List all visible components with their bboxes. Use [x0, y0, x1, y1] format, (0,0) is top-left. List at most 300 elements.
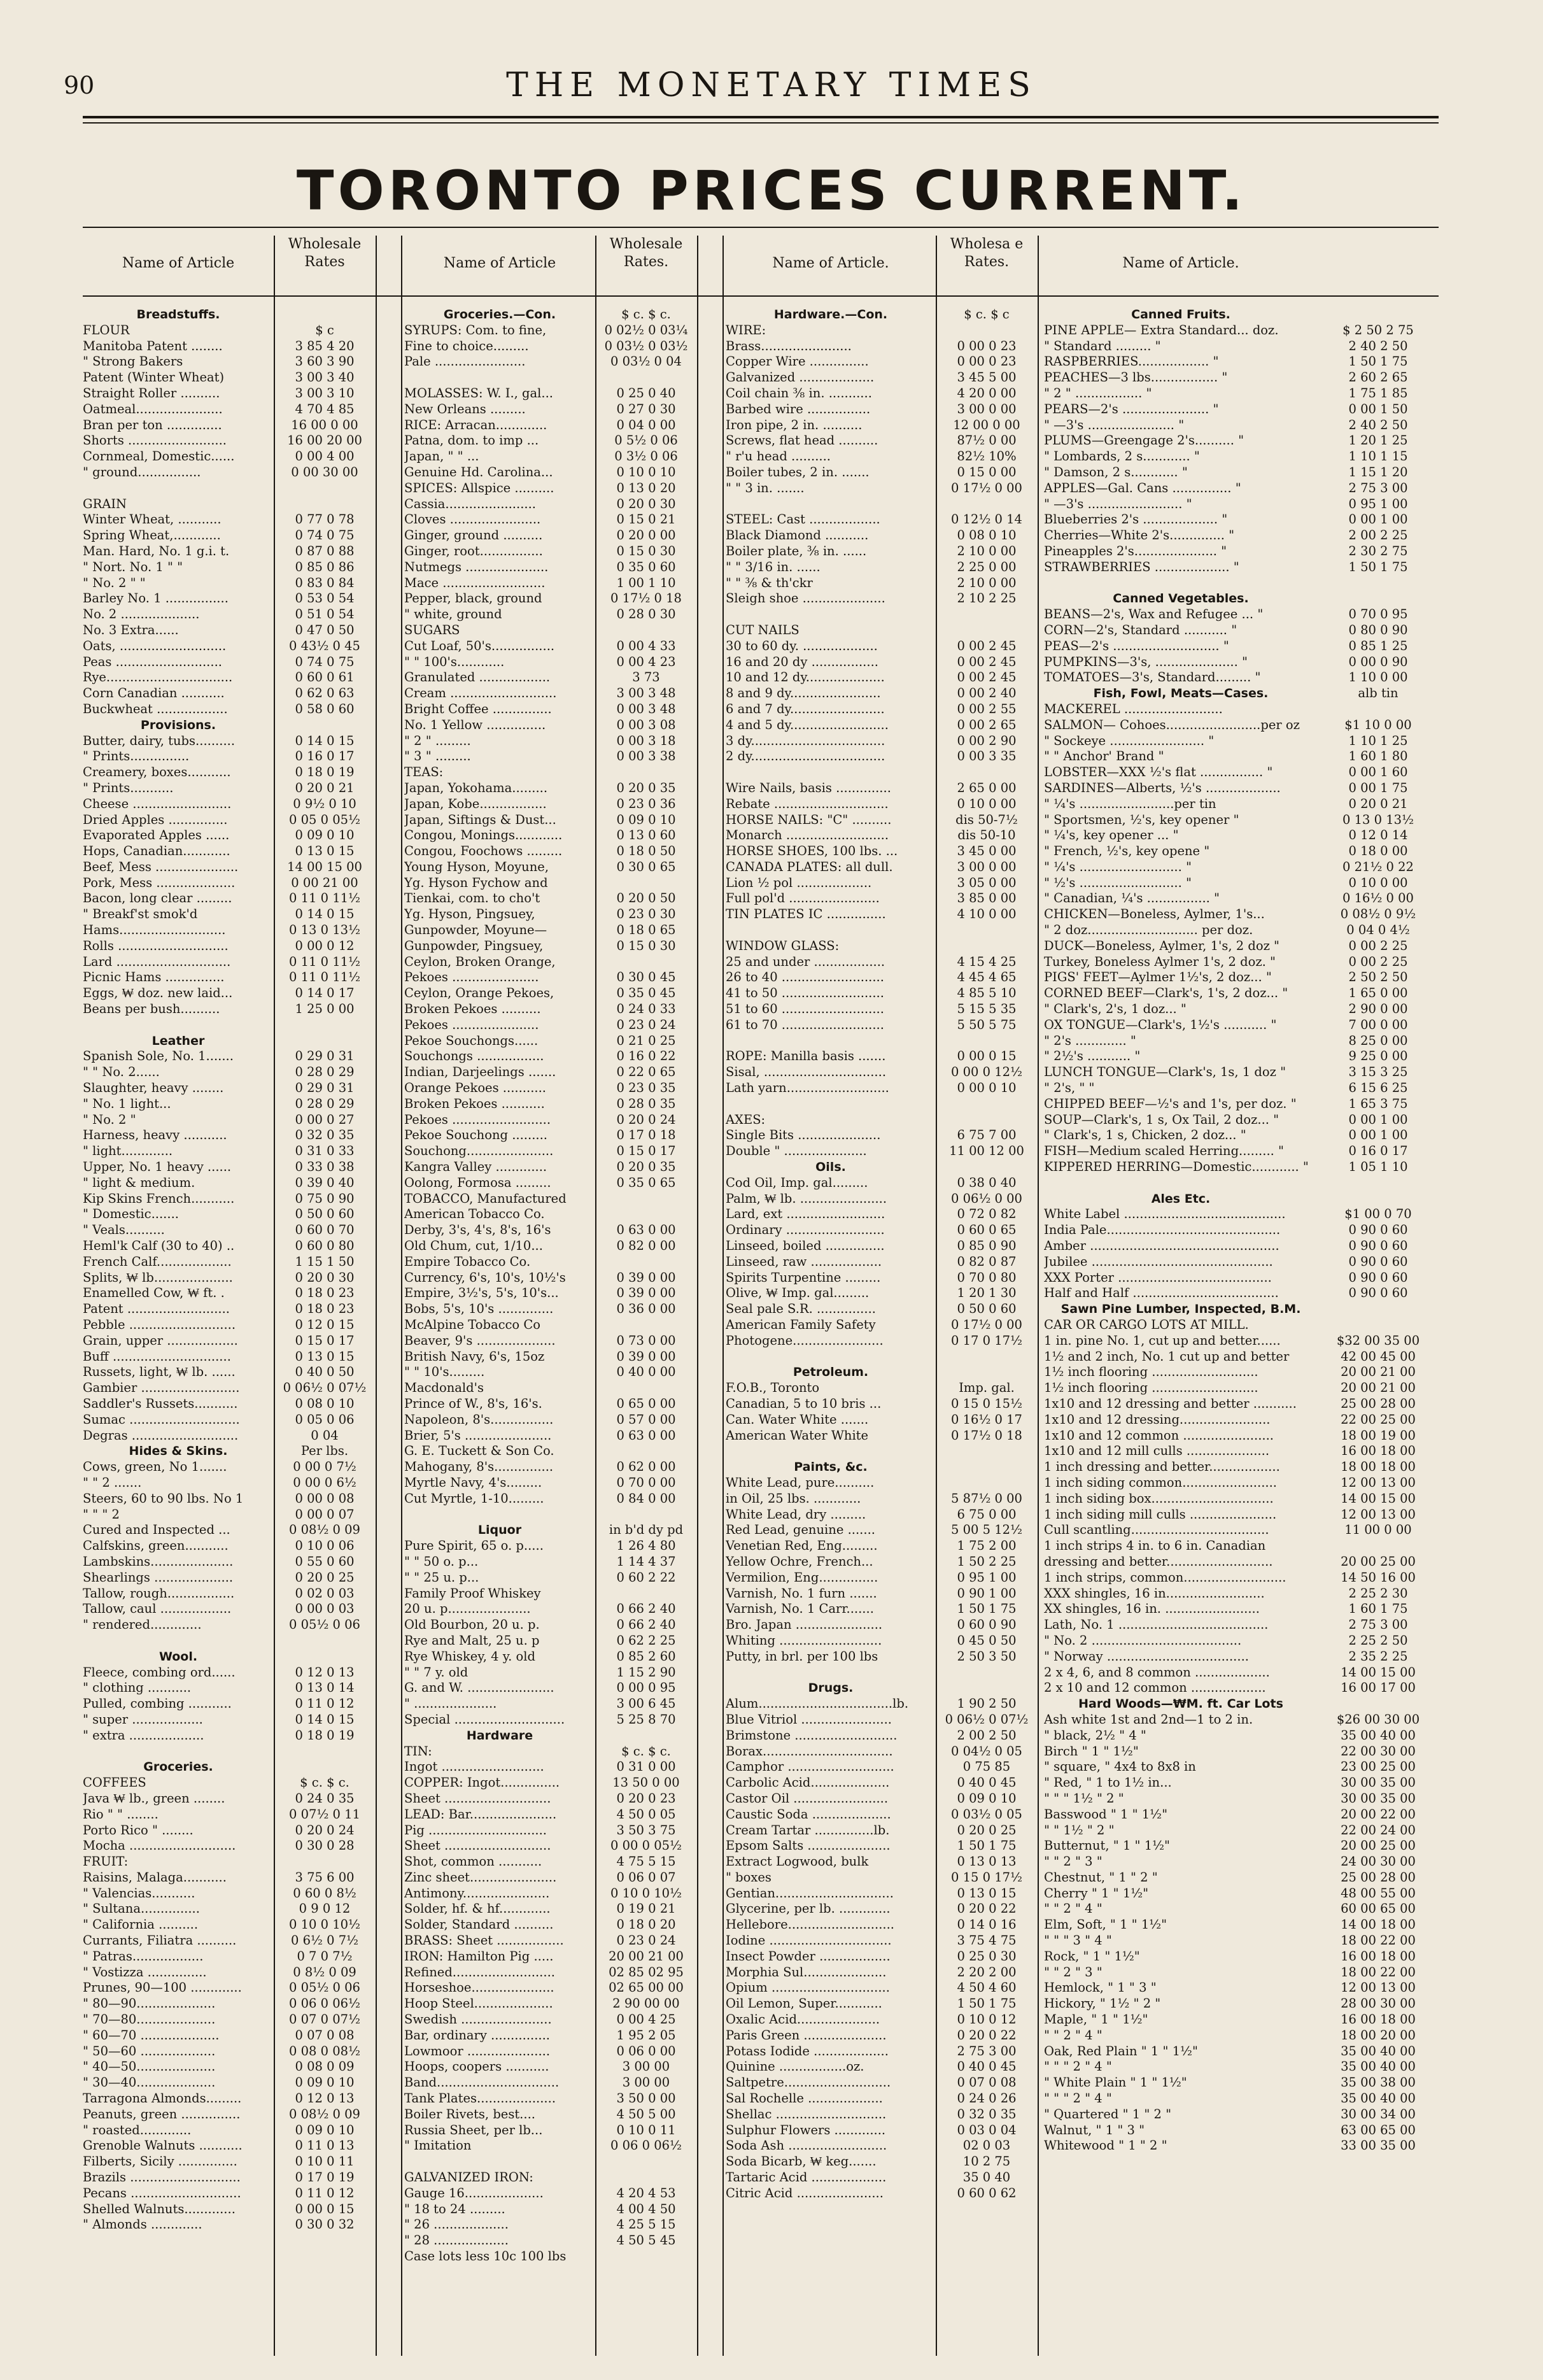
article-name: Ginger, ground ..........	[404, 528, 543, 543]
wholesale-rate	[274, 1854, 376, 1870]
wholesale-rate: 0 20 0 22	[957, 1901, 1017, 1916]
price-row	[726, 528, 1038, 544]
article-name: Opium ..............................	[726, 1980, 890, 1995]
spacer	[726, 765, 1038, 781]
wholesale-rate: 0 05 0 05½	[289, 812, 360, 827]
article-name: New Orleans .........	[404, 401, 526, 416]
price-row	[83, 2107, 376, 2123]
price-row	[1044, 2091, 1439, 2107]
price-row	[1044, 875, 1439, 891]
section-header	[726, 307, 1038, 323]
wholesale-rate: 0 00 1 00	[1348, 512, 1408, 527]
price-row	[1044, 1017, 1439, 1033]
wholesale-rate: 20 00 25 00	[1341, 1838, 1416, 1853]
wholesale-rate: 3 45 5 00	[957, 370, 1017, 385]
article-name: " super ..................	[83, 1711, 203, 1727]
article-name: Case lots less 10c 100 lbs	[404, 2249, 567, 2264]
article-name: PIGS' FEET—Aylmer 1½'s, 2 doz... "	[1044, 970, 1272, 985]
article-name: Cured and Inspected ...	[83, 1522, 230, 1538]
price-row	[83, 2202, 376, 2218]
wholesale-rate: 0 40 0 45	[957, 2059, 1017, 2074]
wholesale-rate: 14 50 16 00	[1341, 1569, 1416, 1585]
wholesale-rate: 0 58 0 60	[295, 701, 355, 716]
article-name: Soda Bicarb, ₩ keg.......	[726, 2154, 877, 2169]
article-name: CUT NAILS	[726, 622, 800, 637]
wholesale-rate: 0 18 0 23	[295, 1301, 355, 1317]
wholesale-rate	[595, 765, 697, 781]
wholesale-rate: 4 50 5 00	[616, 2106, 676, 2121]
price-row	[726, 2012, 1038, 2028]
price-row	[404, 954, 697, 970]
price-row	[1044, 1601, 1439, 1617]
article-name: " " ⅜ & th'ckr	[726, 575, 813, 590]
price-row	[83, 418, 376, 434]
article-name: Raisins, Malaga...........	[83, 1869, 227, 1885]
article-name: Sheet ...........................	[404, 1790, 551, 1806]
wholesale-rate: 3 45 0 00	[957, 844, 1017, 859]
wholesale-rate: 0 00 3 38	[616, 749, 676, 764]
wholesale-rate: 1 15 1 20	[1348, 464, 1408, 479]
section-header	[726, 1364, 1038, 1380]
price-row	[83, 1696, 376, 1712]
wholesale-rate: 0 18 0 23	[295, 1286, 355, 1301]
wholesale-rate: 0 12 0 13	[295, 2091, 355, 2106]
price-row	[1044, 1364, 1439, 1380]
wholesale-rate: 14 00 15 00	[287, 859, 362, 874]
wholesale-rate: $ c	[315, 322, 334, 337]
wholesale-rate: 30 00 34 00	[1341, 2106, 1416, 2121]
wholesale-rate: $1 10 0 00	[1344, 717, 1412, 732]
article-name: Java ₩ lb., green ........	[83, 1790, 225, 1806]
price-row	[404, 1649, 697, 1665]
section-title: Hardware.—Con.	[773, 308, 888, 322]
price-row	[83, 2170, 376, 2186]
price-row	[1044, 1144, 1439, 1159]
article-name: F.O.B., Toronto	[726, 1380, 820, 1396]
price-row	[1044, 844, 1439, 860]
wholesale-rate: 16 00 18 00	[1341, 1443, 1416, 1459]
column-header-name: Name of Article.	[772, 255, 889, 271]
price-row	[404, 354, 697, 370]
article-name: Brazils ............................	[83, 2170, 241, 2185]
article-name: Pekoes .........................	[404, 1112, 551, 1127]
wholesale-rate: 0 03½ 0 05	[951, 1806, 1022, 1822]
price-row	[83, 449, 376, 465]
price-row	[726, 1554, 1038, 1570]
article-name: " Nort. No. 1 " "	[83, 559, 183, 574]
wholesale-rate	[274, 1033, 376, 1049]
price-row	[726, 954, 1038, 970]
article-name: Boiler tubes, 2 in. .......	[726, 464, 870, 479]
article-name: TIN:	[404, 1743, 432, 1759]
price-row	[83, 781, 376, 797]
price-row	[83, 1980, 376, 1996]
wholesale-rate: 0 17½ 0 00	[951, 480, 1022, 495]
wholesale-rate: 0 06 0 06½	[610, 2138, 682, 2153]
wholesale-rate: 2 50 3 50	[957, 1648, 1017, 1664]
wholesale-rate: 0 13 0 15	[295, 844, 355, 859]
article-name: Monarch ..........................	[726, 828, 889, 843]
wholesale-rate: 4 20 0 00	[957, 385, 1017, 400]
article-name: Tallow, caul ..................	[83, 1601, 232, 1617]
column-divider	[401, 236, 402, 2356]
article-name: Rye................................	[83, 670, 233, 685]
price-row	[404, 1317, 697, 1333]
price-row	[1044, 323, 1439, 339]
price-column-3	[726, 307, 1038, 2202]
price-row	[726, 655, 1038, 670]
article-name: " Norway ....................................	[1044, 1648, 1249, 1664]
wholesale-rate: 0 00 0 23	[957, 338, 1017, 353]
price-row	[1044, 339, 1439, 355]
article-name: Beef, Mess .....................	[83, 859, 239, 874]
wholesale-rate: 3 60 3 90	[295, 354, 355, 369]
price-row	[83, 1854, 376, 1870]
price-row	[404, 512, 697, 528]
price-row	[404, 1633, 697, 1649]
price-row	[726, 781, 1038, 797]
wholesale-rate: 0 14 0 15	[295, 1711, 355, 1727]
price-row	[726, 1854, 1038, 1870]
price-row	[83, 1712, 376, 1728]
wholesale-rate: 0 65 0 00	[616, 1396, 676, 1411]
price-row	[726, 1080, 1038, 1096]
wholesale-rate: 0 10 0 00	[1348, 875, 1408, 890]
wholesale-rate: 0 60 0 65	[957, 1222, 1017, 1238]
article-name: Photogene.......................	[726, 1333, 884, 1348]
wholesale-rate: 2 25 2 30	[1348, 1585, 1408, 1601]
price-row	[1044, 1428, 1439, 1444]
section-header	[404, 307, 697, 323]
wholesale-rate	[595, 1207, 697, 1222]
article-name: FISH—Medium scaled Herring......... "	[1044, 1144, 1285, 1159]
article-name: " Quartered " 1 " 2 "	[1044, 2106, 1172, 2121]
price-row	[1044, 1522, 1439, 1538]
article-name: Orange Pekoes ...........	[404, 1080, 546, 1096]
price-row	[83, 1870, 376, 1886]
wholesale-rate: 0 00 2 25	[1348, 954, 1408, 969]
article-name: Pig ..............................	[404, 1822, 547, 1838]
price-row	[83, 1412, 376, 1428]
wholesale-rate: 0 85 1 25	[1348, 638, 1408, 653]
article-name: Lowmoor .....................	[404, 2043, 551, 2058]
wholesale-rate: 0 9½ 0 10	[293, 796, 356, 811]
price-row	[404, 1838, 697, 1854]
wholesale-rate: Imp. gal.	[959, 1380, 1015, 1396]
price-row	[404, 1017, 697, 1033]
wholesale-rate: 0 18 0 19	[295, 765, 355, 780]
price-row	[83, 1333, 376, 1349]
wholesale-rate	[1318, 1538, 1439, 1554]
wholesale-rate: 0 09 0 10	[295, 2075, 355, 2090]
spacer	[404, 1507, 697, 1523]
price-row	[404, 1222, 697, 1238]
wholesale-rate: 25 00 28 00	[1341, 1869, 1416, 1885]
article-name: " 60—70 ....................	[83, 2027, 220, 2043]
wholesale-rate: 0 10 0 10	[616, 464, 676, 479]
article-name: " .....................	[404, 1696, 497, 1711]
wholesale-rate: 16 00 18 00	[1341, 2012, 1416, 2027]
wholesale-rate: 0 20 0 24	[295, 1822, 355, 1838]
article-name: Man. Hard, No. 1 g.i. t.	[83, 543, 230, 558]
wholesale-rate: 9 25 0 00	[1348, 1049, 1408, 1064]
wholesale-rate: 4 45 4 65	[957, 970, 1017, 985]
price-row	[83, 954, 376, 970]
wholesale-rate: 2 40 2 50	[1348, 417, 1408, 432]
article-name: CANADA PLATES: all dull.	[726, 859, 893, 874]
column-divider	[722, 236, 724, 2356]
price-row	[726, 354, 1038, 370]
price-row	[1044, 2107, 1439, 2123]
article-name: Canadian, 5 to 10 bris ...	[726, 1396, 882, 1411]
article-name: 2 x 10 and 12 common ...................	[1044, 1680, 1266, 1696]
price-row	[83, 1191, 376, 1207]
price-row	[726, 1744, 1038, 1760]
article-name: " 50—60 ...................	[83, 2043, 216, 2058]
article-name: " Standard ......... "	[1044, 338, 1161, 353]
price-row	[1044, 370, 1439, 386]
wholesale-rate: 0 00 1 75	[1348, 780, 1408, 795]
wholesale-rate: 0 10 0 00	[957, 796, 1017, 811]
wholesale-rate: 0 8½ 0 09	[293, 1964, 356, 1980]
price-row	[1044, 1823, 1439, 1839]
article-name: STRAWBERRIES ................... "	[1044, 559, 1239, 574]
article-name: Bar, ordinary ...............	[404, 2027, 551, 2043]
price-row	[404, 2091, 697, 2107]
article-name: " boxes	[726, 1869, 772, 1885]
price-row	[726, 1775, 1038, 1791]
article-name: Sisal, ...............................	[726, 1065, 887, 1080]
wholesale-rate: 0 11 0 11½	[289, 970, 360, 985]
article-name: Solder, hf. & hf.............	[404, 1901, 551, 1916]
article-name: Zinc sheet......................	[404, 1869, 557, 1885]
price-row	[1044, 986, 1439, 1002]
price-row	[1044, 1380, 1439, 1396]
price-row	[83, 1065, 376, 1080]
wholesale-rate: 3 50 0 00	[616, 2091, 676, 2106]
price-row	[404, 1617, 697, 1633]
article-name: Camphor ...........................	[726, 1759, 894, 1774]
article-name: STEEL: Cast ..................	[726, 512, 880, 527]
wholesale-rate: 3 15 3 25	[1348, 1065, 1408, 1080]
article-name: Oil Lemon, Super............	[726, 1996, 882, 2011]
price-row	[726, 1491, 1038, 1507]
article-name: Souchong......................	[404, 1144, 554, 1159]
wholesale-rate: 0 90 0 60	[1348, 1286, 1408, 1301]
article-name: " " No. 2......	[83, 1065, 160, 1080]
price-row	[83, 1238, 376, 1254]
price-row	[1044, 1759, 1439, 1775]
article-name: " 40—50....................	[83, 2059, 216, 2074]
article-name: Caustic Soda ....................	[726, 1806, 891, 1822]
wholesale-rate: 1 26 4 80	[616, 1538, 676, 1554]
wholesale-rate: 0 00 2 45	[957, 638, 1017, 653]
section-header	[1044, 1301, 1439, 1317]
wholesale-rate: 30 00 35 00	[1341, 1790, 1416, 1806]
wholesale-rate: 0 6½ 0 7½	[290, 1933, 359, 1948]
price-row	[726, 1396, 1038, 1412]
price-row	[726, 339, 1038, 355]
article-name: " 28 ...................	[404, 2233, 509, 2248]
article-name: SPICES: Allspice ..........	[404, 480, 554, 495]
price-row	[404, 1807, 697, 1823]
article-name: Wire Nails, basis ..............	[726, 780, 891, 795]
wholesale-rate: 0 39 0 00	[616, 1286, 676, 1301]
wholesale-rate: 0 15 0 17½	[951, 1869, 1022, 1885]
price-row	[83, 1728, 376, 1744]
price-row	[726, 591, 1038, 607]
article-name: " roasted.............	[83, 2122, 192, 2137]
price-row	[726, 2170, 1038, 2186]
article-name: Pekoe Souchongs......	[404, 1033, 539, 1048]
article-name: No. 1 Yellow ...............	[404, 717, 546, 732]
article-name: " light & medium.	[83, 1175, 195, 1190]
price-row	[726, 2138, 1038, 2154]
article-name: Borax.................................	[726, 1743, 893, 1759]
wholesale-rate: 0 17 0 19	[295, 2170, 355, 2185]
price-row	[726, 1317, 1038, 1333]
price-row	[404, 1396, 697, 1412]
price-row	[83, 1222, 376, 1238]
article-name: No. 3 Extra......	[83, 622, 179, 637]
price-row	[726, 402, 1038, 418]
article-name: 1½ inch flooring ...........................	[1044, 1380, 1258, 1396]
wholesale-rate: 0 13 0 13½	[1342, 812, 1414, 827]
wholesale-rate	[274, 1759, 376, 1775]
column-divider	[697, 236, 698, 2356]
price-row	[404, 1144, 697, 1159]
price-row	[83, 844, 376, 860]
price-row	[726, 670, 1038, 686]
wholesale-rate: 0 00 4 33	[616, 638, 676, 653]
section-title: Breadstuffs.	[136, 308, 220, 322]
wholesale-rate: 1 65 3 75	[1348, 1096, 1408, 1111]
wholesale-rate: 0 06½ 0 00	[951, 1191, 1022, 1206]
price-row	[1044, 1491, 1439, 1507]
wholesale-rate: 0 00 0 6½	[293, 1475, 356, 1490]
article-name: CHICKEN—Boneless, Aylmer, 1's...	[1044, 907, 1265, 922]
wholesale-rate: $ c. $ c.	[621, 1743, 671, 1759]
article-name: G. E. Tuckett & Son Co.	[404, 1443, 554, 1459]
article-name: Tienkai, com. to cho't	[404, 891, 540, 906]
article-name: Bro. Japan ......................	[726, 1617, 883, 1633]
wholesale-rate: 0 31 0 33	[295, 1144, 355, 1159]
price-row	[726, 1238, 1038, 1254]
article-name: Kip Skins French...........	[83, 1191, 235, 1206]
price-row	[726, 1222, 1038, 1238]
price-row	[83, 1554, 376, 1570]
article-name: 1½ inch flooring ...........................	[1044, 1364, 1258, 1380]
article-name: " black, 2½ " 4 "	[1044, 1727, 1146, 1743]
wholesale-rate	[936, 323, 1038, 339]
price-row	[726, 1901, 1038, 1917]
price-row	[726, 891, 1038, 907]
price-row	[404, 655, 697, 670]
price-row	[404, 2202, 697, 2218]
price-row	[1044, 1870, 1439, 1886]
article-name: " Patras..................	[83, 1948, 204, 1964]
price-row	[726, 1207, 1038, 1222]
price-row	[83, 1112, 376, 1128]
article-name: Venetian Red, Eng.........	[726, 1538, 878, 1554]
wholesale-rate: 0 00 0 95	[616, 1680, 676, 1696]
article-name: 1 inch siding common........................	[1044, 1475, 1277, 1490]
price-row	[83, 733, 376, 749]
price-row	[404, 1491, 697, 1507]
wholesale-rate: 35 00 38 00	[1341, 2075, 1416, 2090]
price-row	[83, 1428, 376, 1444]
article-name: Manitoba Patent ........	[83, 338, 223, 353]
article-name: IRON: Hamilton Pig .....	[404, 1948, 554, 1964]
price-row	[404, 1412, 697, 1428]
article-name: dressing and better...........................	[1044, 1554, 1273, 1569]
article-name: " California ..........	[83, 1917, 199, 1932]
wholesale-rate: 0 20 0 22	[957, 2027, 1017, 2043]
price-row	[1044, 765, 1439, 781]
article-name: Straight Roller ..........	[83, 385, 220, 400]
price-row	[726, 1333, 1038, 1349]
wholesale-rate: 1 20 1 25	[1348, 433, 1408, 448]
wholesale-rate: 0 00 1 00	[1348, 1128, 1408, 1143]
wholesale-rate	[595, 2170, 697, 2186]
price-row	[404, 1554, 697, 1570]
wholesale-rate: 0 06 0 07	[616, 1869, 676, 1885]
article-name: TOBACCO, Manufactured	[404, 1191, 567, 1206]
wholesale-rate: 24 00 30 00	[1341, 1854, 1416, 1869]
wholesale-rate: $1 00 0 70	[1344, 1207, 1412, 1222]
wholesale-rate: 0 05½ 0 06	[289, 1980, 360, 1995]
wholesale-rate	[1318, 702, 1439, 718]
article-name: CHIPPED BEEF—½'s and 1's, per doz. "	[1044, 1096, 1297, 1111]
article-name: Cloves .......................	[404, 512, 541, 527]
wholesale-rate: 0 60 0 90	[957, 1617, 1017, 1633]
price-row	[726, 465, 1038, 481]
column-header-rates: Wholesa e Rates.	[950, 236, 1024, 270]
article-name: Half and Half .....................................	[1044, 1286, 1279, 1301]
wholesale-rate: 3 00 3 48	[616, 686, 676, 701]
price-row	[83, 812, 376, 828]
wholesale-rate: 3 73	[632, 670, 660, 685]
price-row	[1044, 1538, 1439, 1554]
wholesale-rate: 3 00 0 00	[957, 859, 1017, 874]
section-header	[726, 1680, 1038, 1696]
article-name: " " Anchor' Brand "	[1044, 749, 1164, 764]
column-header-rates: Wholesale Rates	[288, 236, 362, 270]
price-row	[404, 1759, 697, 1775]
wholesale-rate: 0 00 0 05½	[610, 1838, 682, 1853]
article-name: 1 inch dressing and better..................	[1044, 1459, 1280, 1475]
price-row	[83, 1128, 376, 1144]
price-row	[83, 354, 376, 370]
article-name: Bacon, long clear .........	[83, 891, 232, 906]
wholesale-rate	[936, 623, 1038, 639]
wholesale-rate	[595, 1317, 697, 1333]
wholesale-rate: 0 20 0 25	[957, 1822, 1017, 1838]
wholesale-rate: in b'd dy pd	[609, 1522, 684, 1538]
section-header	[83, 307, 376, 323]
wholesale-rate	[595, 1254, 697, 1270]
article-name: Red Lead, genuine .......	[726, 1522, 875, 1538]
price-row	[83, 1901, 376, 1917]
price-row	[1044, 1901, 1439, 1917]
price-row	[1044, 1270, 1439, 1286]
wholesale-rate: 0 07 0 08	[295, 2027, 355, 2043]
price-row	[404, 1380, 697, 1396]
wholesale-rate: 0 00 4 25	[616, 2012, 676, 2027]
price-row	[83, 1617, 376, 1633]
wholesale-rate: 0 72 0 82	[957, 1207, 1017, 1222]
page-header	[0, 0, 1543, 127]
